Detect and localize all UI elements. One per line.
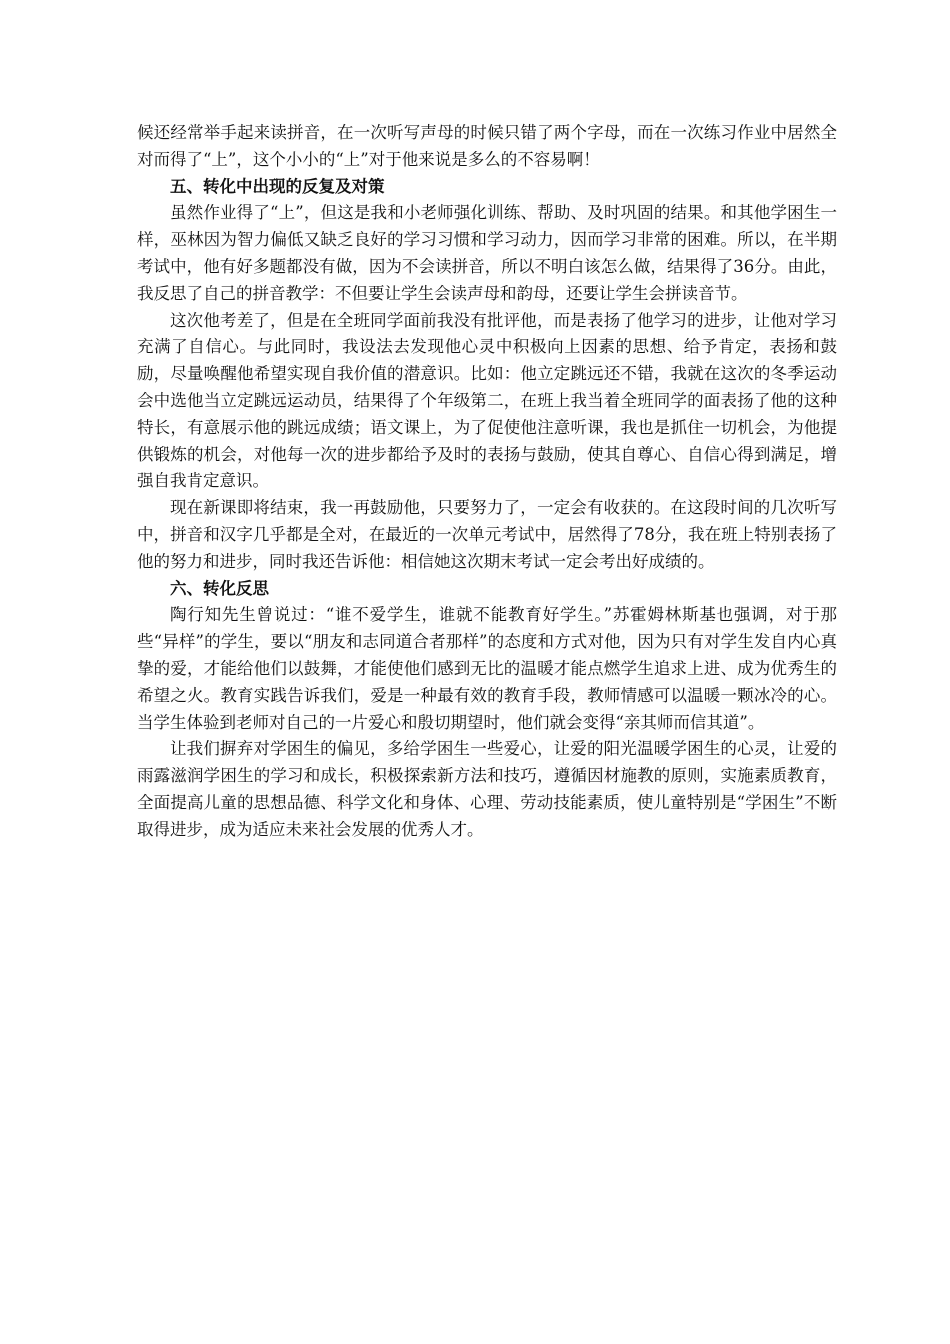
paragraph-continued: 候还经常举手起来读拼音，在一次听写声母的时候只错了两个字母，而在一次练习作业中居然全对而得了“上”，这个小小的“上”对于他来说是多么的不容易啊！ (137, 123, 837, 169)
paragraph: 虽然作业得了“上”，但这是我和小老师强化训练、帮助、及时巩固的结果。和其他学困生一样，巫林因为智力偏低又缺乏良好的学习习惯和学习动力，因而学习非常的困难。所以，在半期考试中，他有好多题都没有做，因为不会读拼音，所以不明白该怎么做，结果得了36分。由此，我反思了自己的拼音教学：不但要让学生会读声母和韵母，还要让学生会拼读音节。 (137, 203, 837, 303)
paragraph: 陶行知先生曾说过：“谁不爱学生，谁就不能教育好学生。”苏霍姆林斯基也强调，对于那些“异样”的学生，要以“朋友和志同道合者那样”的态度和方式对他，因为只有对学生发自内心真挚的爱，才能给他们以鼓舞，才能使他们感到无比的温暖才能点燃学生追求上进、成为优秀生的希望之火。教育实践告诉我们，爱是一种最有效的教育手段，教师情感可以温暖一颗冰冷的心。当学生体验到老师对自己的一片爱心和殷切期望时，他们就会变得“亲其师而信其道”。 (137, 605, 837, 732)
paragraph: 现在新课即将结束，我一再鼓励他，只要努力了，一定会有收获的。在这段时间的几次听写中，拼音和汉字几乎都是全对，在最近的一次单元考试中，居然得了78分，我在班上特别表扬了他的努力和进步，同时我还告诉他：相信她这次期末考试一定会考出好成绩的。 (137, 498, 837, 571)
section-heading-5: 五、转化中出现的反复及对策 (170, 176, 385, 196)
paragraph: 这次他考差了，但是在全班同学面前我没有批评他，而是表扬了他学习的进步，让他对学习充满了自信心。与此同时，我设法去发现他心灵中积极向上因素的思想、给予肯定，表扬和鼓励，尽量唤醒他希望实现自我价值的潜意识。比如：他立定跳远还不错，我就在这次的冬季运动会中选他当立定跳远运动员，结果得了个年级第二，在班上我当着全班同学的面表扬了他的这种特长，有意展示他的跳远成绩；语文课上，为了促使他注意听课，我也是抓住一切机会，为他提供锻炼的机会，对他每一次的进步都给予及时的表扬与鼓励，使其自尊心、自信心得到满足，增强自我肯定意识。 (137, 310, 837, 491)
paragraph: 让我们摒弃对学困生的偏见，多给学困生一些爱心，让爱的阳光温暖学困生的心灵，让爱的雨露滋润学困生的学习和成长，积极探索新方法和技巧，遵循因材施教的原则，实施素质教育，全面提高儿童的思想品德、科学文化和身体、心理、劳动技能素质，使儿童特别是“学困生”不断取得进步，成为适应未来社会发展的优秀人才。 (137, 739, 837, 839)
document-body (137, 120, 837, 844)
section-heading-6: 六、转化反思 (170, 578, 269, 598)
